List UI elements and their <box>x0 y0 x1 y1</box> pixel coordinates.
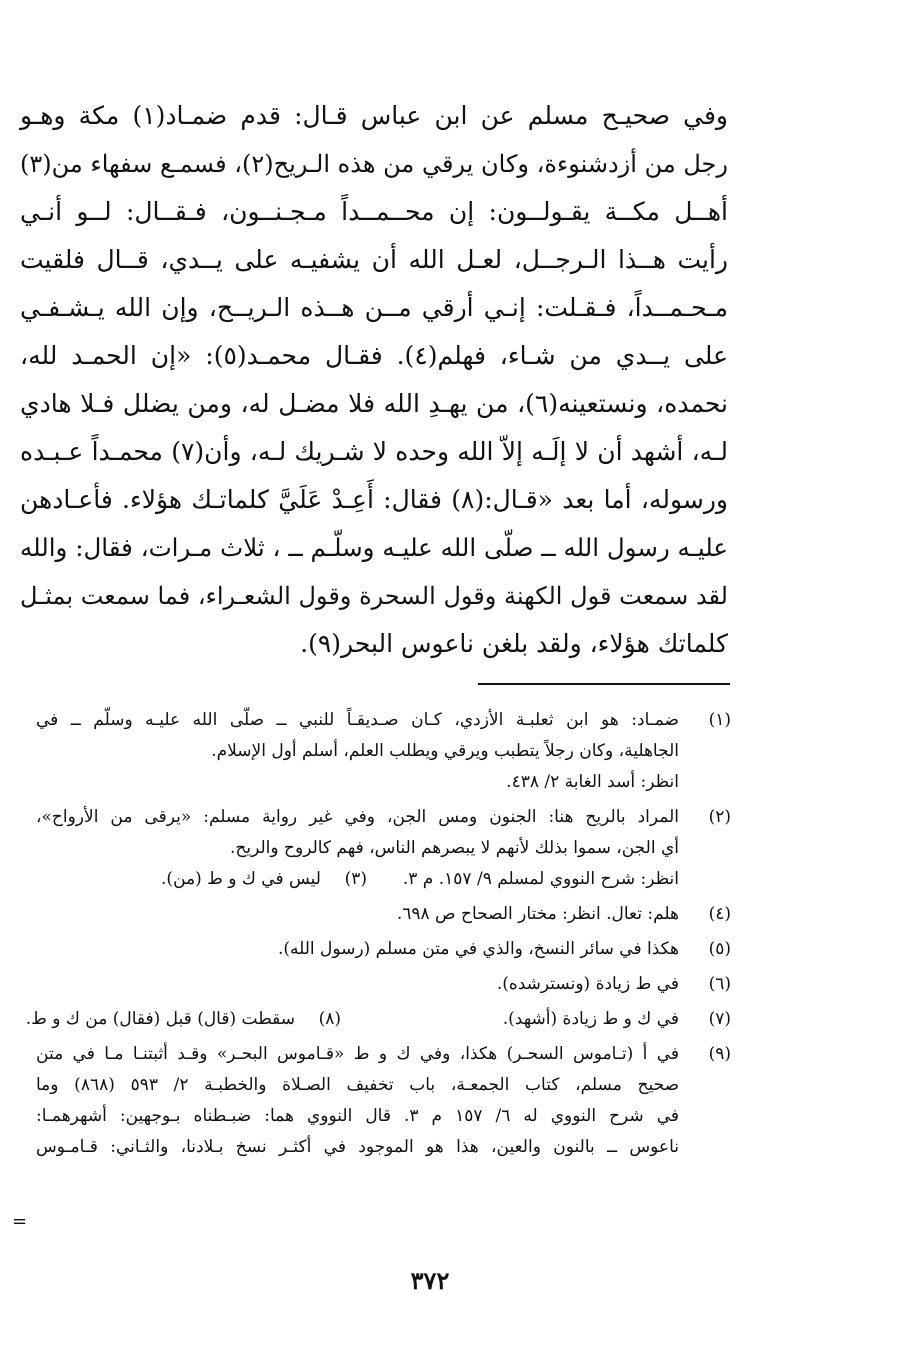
footnote-6 <box>36 969 731 1000</box>
continuation-mark: = <box>12 1211 28 1232</box>
footnote-line: المراد بالريح هنا: الجنون ومس الجن، وفي غير رواية مسلم: «يرقى من الأرواح»، <box>36 807 679 827</box>
main-text-line: مـحـمــداً، فـقـلت: إنـي أرقي مــن هــذه الـريــح، وإن الله يـشـفـي <box>20 293 728 322</box>
footnote-number: (٩) <box>708 1044 731 1064</box>
footnote-line: هلم: تعال. انظر: مختار الصحاح ص ٦٩٨. <box>396 904 679 924</box>
footnote-1 <box>36 705 731 798</box>
footnote-number: (١) <box>708 710 731 730</box>
footnote-body <box>36 934 679 965</box>
footnote-line: انظر: شرح النووي لمسلم ٩/ ١٥٧. م ٣. <box>402 869 679 889</box>
main-text-line: كلماتك هؤلاء، ولقد بلغن ناعوس البحر(٩). <box>300 629 728 658</box>
footnote-number: (٧) <box>708 1009 731 1029</box>
footnote-number: (٦) <box>708 974 731 994</box>
footnote-number: (٢) <box>708 807 731 827</box>
footnote-body <box>36 1039 679 1163</box>
footnote-body <box>36 969 679 1000</box>
page-number: ٣٧٢ <box>410 1266 450 1295</box>
footnote-4 <box>36 899 731 930</box>
footnote-3-text: ليس في ك و ط (من). <box>161 869 321 889</box>
main-text-line: رجل من أزدشنوءة، وكان يرقي من هذه الـريح(٢)، فسمـع سفهاء من(٣) <box>20 150 728 178</box>
footnote-line: هكذا في سائر النسخ، والذي في متن مسلم (رسول الله). <box>277 939 679 959</box>
footnote-line: في ط زيادة (ونسترشده). <box>496 974 679 994</box>
footnote-line: في أ (تـاموس السحـر) هكذا، وفي ك و ط «قـاموس البحـر» وقـد أثبتنـا مـا في متن <box>36 1044 679 1064</box>
main-text-line: رأيت هــذا الـرجــل، لعـل الله أن يشفيـه على يــدي، قــال فلقيت <box>20 245 728 274</box>
footnote-line: أي الجن، سموا بذلك لأنهم لا يبصرهم الناس، فهم كالروح والريح. <box>230 838 679 858</box>
main-text-line: أهــل مكــة يقـولــون: إن محــمــداً مـجـنــون، فـقــال: لــو أنـي <box>20 197 728 226</box>
footnote-line: في شرح النووي له ٦/ ١٥٧ م ٣. قال النووي هما: ضبـطناه بـوجهين: أشهرهمـا: <box>36 1106 679 1126</box>
footnote-number: (٤) <box>708 904 731 924</box>
main-text-line: على يــدي من شـاء، فهلم(٤). فقـال محمـد(٥): «إن الحمـد لله، <box>20 341 728 370</box>
footnote-body <box>26 1004 295 1035</box>
footnote-line: صحيح مسلم، كتاب الجمعـة، باب تخفيف الصـلاة والخطبـة ٢/ ٥٩٣ (٨٦٨) وما <box>36 1075 680 1095</box>
footnote-body <box>36 802 679 895</box>
footnote-number: (٨) <box>318 1009 341 1029</box>
footnote-pair-7-8 <box>25 1004 731 1035</box>
footnote-line: الجاهلية، وكان رجلاً يتطبب ويرقي ويطلب العلم، أسلم أول الإسلام. <box>211 741 679 761</box>
main-text-line: وفي صحيـح مسلم عن ابن عباس قـال: قدم ضمـاد(١) مكة وهـو <box>20 101 728 130</box>
main-text-block <box>20 92 728 668</box>
footnotes-section <box>25 705 731 1167</box>
footnote-2 <box>36 802 731 895</box>
main-text-line: نحمده، ونستعينه(٦)، من يهـدِ الله فلا مضـل له، ومن يضلل فـلا هادي <box>20 389 728 418</box>
footnote-number: (٥) <box>708 939 731 959</box>
main-text-line: لـه، أشهد أن لا إلَـه إلاّ الله وحده لا شـريك لـه، وأن(٧) محمـداً عـبـده <box>20 437 728 466</box>
main-text-line: لقد سمعت قول الكهنة وقول السحرة وقول الشعـراء، فما سمعت بمثـل <box>20 582 728 610</box>
footnote-8 <box>26 1004 341 1035</box>
footnote-5 <box>36 934 731 965</box>
footnote-line: انظر: أسد الغابة ٢/ ٤٣٨. <box>506 772 679 792</box>
footnote-9 <box>36 1039 731 1163</box>
footnote-line: في ك و ط زيادة (أشهد). <box>502 1009 679 1029</box>
main-text-line: ورسوله، أما بعد «قـال:(٨) فقال: أَعِـدْ عَلَيَّ كلماتـك هؤلاء. فأعـادهن <box>20 485 728 514</box>
footnote-body <box>341 1004 679 1035</box>
footnote-body <box>36 899 679 930</box>
footnote-7 <box>341 1004 731 1035</box>
footnote-line: سقطت (قال) قبل (فقال) من ك و ط. <box>25 1009 295 1029</box>
footnote-number: (٣) <box>344 869 367 889</box>
footnote-line: ناعوس ــ بالنون والعين، هذا هو الموجود في أكثـر نسخ بـلادنا، والثـاني: قـامـوس <box>36 1137 679 1157</box>
footnote-body <box>36 705 679 798</box>
footnote-divider <box>478 683 730 685</box>
footnote-line: ضمـاد: هو ابن ثعلبـة الأزدي، كـان صـديقـاً للنبي ــ صلّى الله عليـه وسلّم ــ في <box>36 710 679 730</box>
main-text-line: عليـه رسول الله ــ صلّى الله عليـه وسلّـم ــ ، ثلاث مـرات، فقال: والله <box>20 533 728 562</box>
footnote-ref-row <box>36 864 679 895</box>
